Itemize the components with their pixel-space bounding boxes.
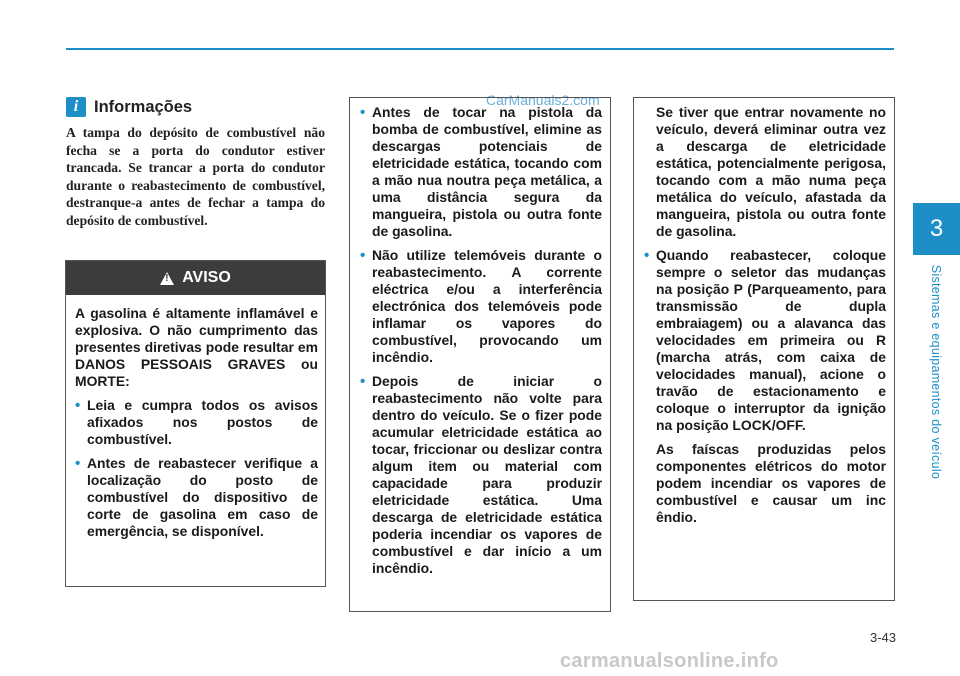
column2-bullet: • Antes de tocar na pistola da bomba de combustível, elimine as descargas potenciais de eletricidade estática, tocando com a mão nua noutra peça metálica, a uma distância segura da mangueira, pistola ou outra fonte de gasolina. — [360, 104, 602, 240]
warning-box — [65, 260, 326, 587]
watermark-top: CarManuals2.com — [486, 92, 600, 108]
column2-bullet: • Depois de iniciar o reabastecimento não volte para dentro do veículo. Se o fizer pode acumular eletricidade estática ao tocar, friccionar ou deslizar contra algum item ou material com capacidade para produzir eletricidade estática. Uma descarga de eletricidade estática poderia incendiar os vapores de combustível e dar início a um incêndio. — [360, 373, 602, 577]
column2-bullet: • Não utilize telemóveis durante o reabastecimento. A corrente eléctrica e/ou a interferência electrónica dos telemóveis pode inflamar os vapores do combustível, provocando um incêndio. — [360, 247, 602, 366]
section-title: Sistemas e equipamentos do veículo — [929, 264, 943, 480]
chapter-number: 3 — [929, 215, 944, 242]
warning-intro: A gasolina é altamente inflamável e explosiva. O não cumprimento das presentes diretivas pode resultar em DANOS PESSOAIS GRAVES ou MORTE: — [75, 305, 318, 389]
column3-continuation: Se tiver que entrar novamente no veículo, deverá eliminar outra vez a descarga de eletricidade estática, potencialmente perigosa, tocando com a mão numa peça metálica do veículo, afastada da mangueira, pistola ou outra fonte de gasolina. — [656, 104, 886, 239]
info-icon: i — [66, 97, 86, 117]
column3-bullet: • Quando reabastecer, coloque sempre o seletor das mudanças na posição P (Parqueamento, para transmissão de dupla embraiagem) ou a alavanca das velocidades em primeira ou R (marcha atrás, com caixa de velocidades manual), acione o travão de estacionamento e coloque o interruptor da ignição na posição LOCK/OFF. — [644, 247, 886, 434]
warning-title: AVISO — [182, 269, 231, 286]
info-body: A tampa do depósito de combustível não fecha se a porta do condutor estiver trancada. Se trancar a porta do condutor durante o reabastecimento de combustível, destranque-a antes de fechar a tampa do depósito de combustível. — [66, 125, 325, 228]
chapter-tab — [913, 203, 960, 255]
warning-bullet: • Leia e cumpra todos os avisos afixados nos postos de combustível. — [75, 397, 318, 448]
warning-body — [66, 295, 325, 540]
warning-triangle-icon: ! — [160, 272, 174, 285]
warning-continued-box-2 — [633, 97, 895, 601]
top-rule — [66, 48, 894, 50]
warning-header — [66, 261, 325, 295]
info-header — [66, 97, 192, 117]
info-title: Informações — [94, 97, 193, 116]
warning-bullet: • Antes de reabastecer verifique a localização do posto de combustível do dispositivo de corte de gasolina em caso de emergência, se disponível. — [75, 455, 318, 540]
watermark-bottom: carmanualsonline.info — [560, 650, 779, 672]
warning-continued-box — [349, 97, 611, 612]
page-number: 3-43 — [869, 630, 896, 645]
column3-closing: As faíscas produzidas pelos componentes elétricos do motor podem incendiar os vapores de combustível e causar um inc êndio. — [656, 441, 886, 525]
